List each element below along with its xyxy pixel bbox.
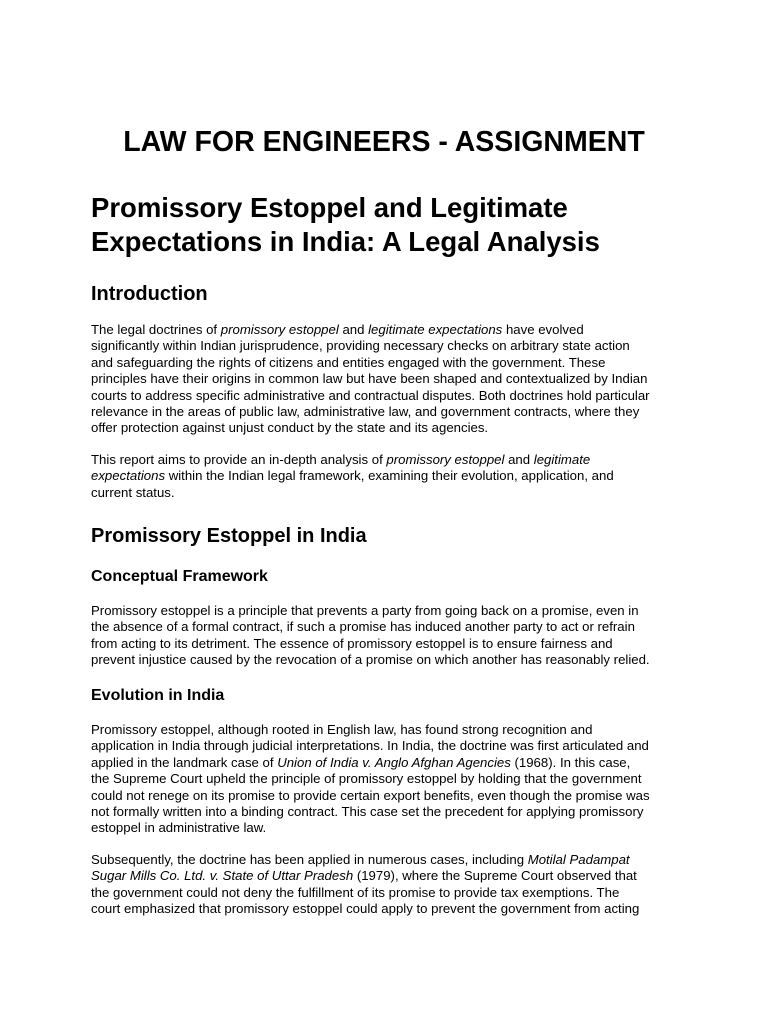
italic-term: expectations — [91, 468, 166, 484]
text-line: estoppel in administrative law. — [91, 820, 267, 836]
text-line: Sugar Mills Co. Ltd. v. State of Uttar Pradesh (1979), where the Supreme Court observed that — [91, 868, 637, 884]
conceptual-framework-paragraph — [91, 603, 681, 669]
italic-term: promissory estoppel — [386, 452, 505, 467]
evolution-paragraph-1 — [91, 722, 681, 837]
text-line: significantly within Indian jurisprudence, providing necessary checks on arbitrary state action — [91, 338, 630, 354]
text-line: courts to address specific administrative and contractual disputes. Both doctrines hold particular — [91, 387, 650, 403]
text-line: Subsequently, the doctrine has been applied in numerous cases, including Motilal Padampat — [91, 852, 630, 867]
text-line: current status. — [91, 484, 175, 500]
document-title: LAW FOR ENGINEERS - ASSIGNMENT — [123, 126, 645, 158]
text-line: offer protection against unjust conduct by the state and its agencies. — [91, 420, 489, 436]
evolution-paragraph-2 — [91, 852, 681, 918]
italic-term: legitimate — [533, 452, 591, 467]
text-line: and safeguarding the rights of citizens and entities engaged with the government. These — [91, 354, 606, 370]
main-heading-line-1: Promissory Estoppel and Legitimate — [91, 192, 568, 223]
introduction-paragraph-2 — [91, 452, 681, 501]
text-line: the government could not deny the fulfillment of its promise to provide tax exemptions. The — [91, 884, 620, 900]
text-line: application in India through judicial interpretations. In India, the doctrine was first articulated and — [91, 738, 649, 754]
text-line: Promissory estoppel is a principle that prevents a party from going back on a promise, even in — [91, 603, 639, 618]
conceptual-framework-heading: Conceptual Framework — [91, 568, 268, 585]
text-line: The legal doctrines of promissory estoppel and legitimate expectations have evolved — [91, 322, 584, 337]
text-line: prevent injustice caused by the revocation of a promise on which another has reasonably relied. — [91, 652, 650, 668]
italic-term: Motilal Padampat — [527, 852, 630, 867]
text-line: applied in the landmark case of Union of India v. Anglo Afghan Agencies (1968). In this case, — [91, 754, 631, 770]
italic-term: Sugar Mills Co. Ltd. v. State of Uttar Pradesh — [91, 868, 354, 884]
main-heading — [91, 191, 691, 259]
text-line: could not renege on its promise to provide certain export benefits, even though the promise was — [91, 787, 650, 803]
promissory-estoppel-heading: Promissory Estoppel in India — [91, 525, 367, 547]
text-line: relevance in the areas of public law, administrative law, and government contracts, where they — [91, 404, 640, 420]
text-line: principles have their origins in common law but have been shaped and contextualized by Indian — [91, 371, 648, 387]
text-line: This report aims to provide an in-depth analysis of promissory estoppel and legitimate — [91, 452, 591, 467]
text-line: the Supreme Court upheld the principle of promissory estoppel by holding that the government — [91, 771, 642, 787]
text-line: from acting to its detriment. The essence of promissory estoppel is to ensure fairness and — [91, 635, 613, 651]
italic-term: Union of India v. Anglo Afghan Agencies — [277, 754, 511, 770]
introduction-paragraph-1 — [91, 322, 681, 437]
evolution-in-india-heading: Evolution in India — [91, 687, 225, 704]
italic-term: legitimate expectations — [368, 322, 503, 337]
text-line: Promissory estoppel, although rooted in English law, has found strong recognition and — [91, 722, 593, 737]
text-line: expectations within the Indian legal framework, examining their evolution, application, and — [91, 468, 614, 484]
introduction-heading: Introduction — [91, 283, 208, 305]
text-line: the absence of a formal contract, if such a promise has induced another party to act or refrain — [91, 619, 635, 635]
italic-term: promissory estoppel — [220, 322, 339, 337]
main-heading-line-2: Expectations in India: A Legal Analysis — [91, 226, 600, 257]
text-line: court emphasized that promissory estoppel could apply to prevent the government from acting — [91, 901, 640, 917]
text-line: not formally written into a binding contract. This case set the precedent for applying promissory — [91, 804, 644, 820]
